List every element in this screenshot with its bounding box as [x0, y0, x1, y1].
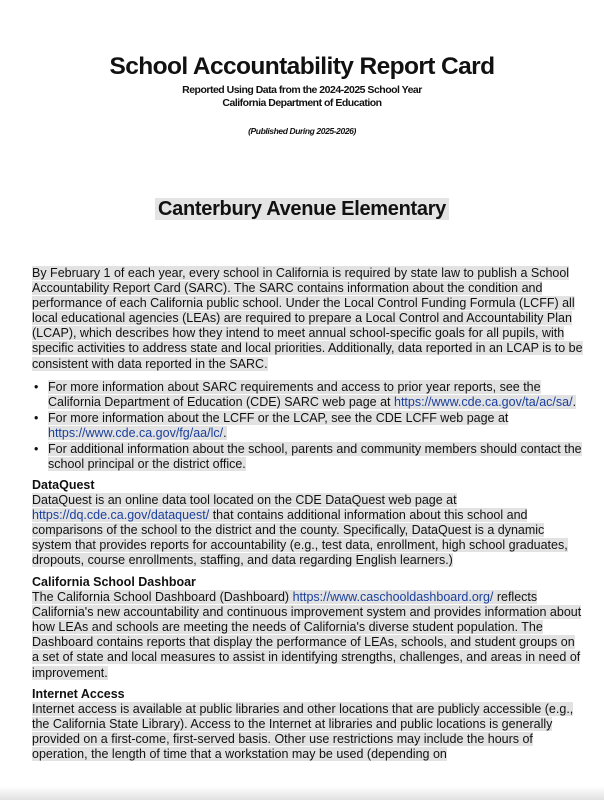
dataquest-link[interactable]: https://dq.cde.ca.gov/dataquest/: [32, 508, 210, 523]
sarc-link[interactable]: https://www.cde.ca.gov/ta/ac/sa/: [394, 395, 573, 410]
dataquest-section: [32, 478, 584, 569]
school-name-heading: [0, 196, 604, 221]
bullet-sarc-after: .: [572, 395, 577, 410]
report-subtitle-year: Reported Using Data from the 2024-2025 School Year: [182, 84, 422, 96]
report-subtitle-department: California Department of Education: [222, 97, 382, 109]
dashboard-section: [32, 575, 584, 681]
bullet-lcff-text: For more information about the LCFF or the LCAP, see the CDE LCFF web page at: [48, 411, 509, 426]
bullet-lcff-after: .: [223, 426, 227, 441]
dataquest-text-after: that contains additional information about this school and comparisons of the school to the district and the county. Specifically, DataQuest is a dynamic system that provides reports for accountability (e.g., test data, enrollment, high school graduates, dropouts, course enrollments, staffing, and data regarding English learners.): [32, 508, 568, 568]
bullet-sarc: [32, 380, 584, 410]
report-title: School Accountability Report Card: [109, 53, 495, 80]
info-bullet-list: [32, 380, 584, 474]
bullet-contact-text: For additional information about the school, parents and community members should contact the school principal or the district office.: [48, 442, 582, 472]
internet-access-section: [32, 687, 584, 762]
lcff-link[interactable]: https://www.cde.ca.gov/fg/aa/lc/: [48, 426, 224, 441]
intro-paragraph: [32, 266, 584, 372]
dashboard-text-before: The California School Dashboard (Dashboard): [32, 590, 293, 605]
page-bottom-shadow: [0, 786, 604, 800]
bullet-contact: [32, 442, 584, 472]
bullet-lcff: [32, 411, 584, 441]
intro-text: By February 1 of each year, every school in California is required by state law to publish a School Accountability Report Card (SARC). The SARC contains information about the condition and performance of each California public school. Under the Local Control Funding Formula (LCFF) all local educational agencies (LEAs) are required to prepare a Local Control and Accountability Plan (LCAP), which describes how they intend to meet annual school-specific goals for all pupils, with specific activities to address state and local priorities. Additionally, data reported in an LCAP is to be consistent with data reported in the SARC.: [32, 266, 583, 371]
school-name: Canterbury Avenue Elementary: [155, 198, 449, 220]
dashboard-text-after: reflects California's new accountability and continuous improvement system and provides information about how LEAs and schools are meeting the needs of California's diverse student population. The Dashboard contains reports that display the performance of LEAs, schools, and student groups on a set of state and local measures to assist in identifying strengths, challenges, and areas in need of improvement.: [32, 590, 582, 680]
internet-access-heading: Internet Access: [32, 687, 125, 701]
dashboard-link[interactable]: https://www.caschooldashboard.org/: [292, 590, 494, 605]
dashboard-heading: California School Dashboar: [32, 575, 196, 589]
bullet-sarc-text: For more information about SARC requirements and access to prior year reports, see the California Department of Education (CDE) SARC web page at: [48, 380, 541, 410]
dataquest-text-before: DataQuest is an online data tool located on the CDE DataQuest web page at: [32, 493, 457, 508]
published-note: (Published During 2025-2026): [248, 126, 356, 136]
internet-access-text: Internet access is available at public libraries and other locations that are publicly accessible (e.g., the California State Library). Access to the Internet at libraries and public locations is generally provided on a first-come, first-served basis. Other use restrictions may include the hours of operation, the length of time that a workstation may be used (depending on: [32, 702, 574, 762]
dataquest-heading: DataQuest: [32, 478, 95, 492]
